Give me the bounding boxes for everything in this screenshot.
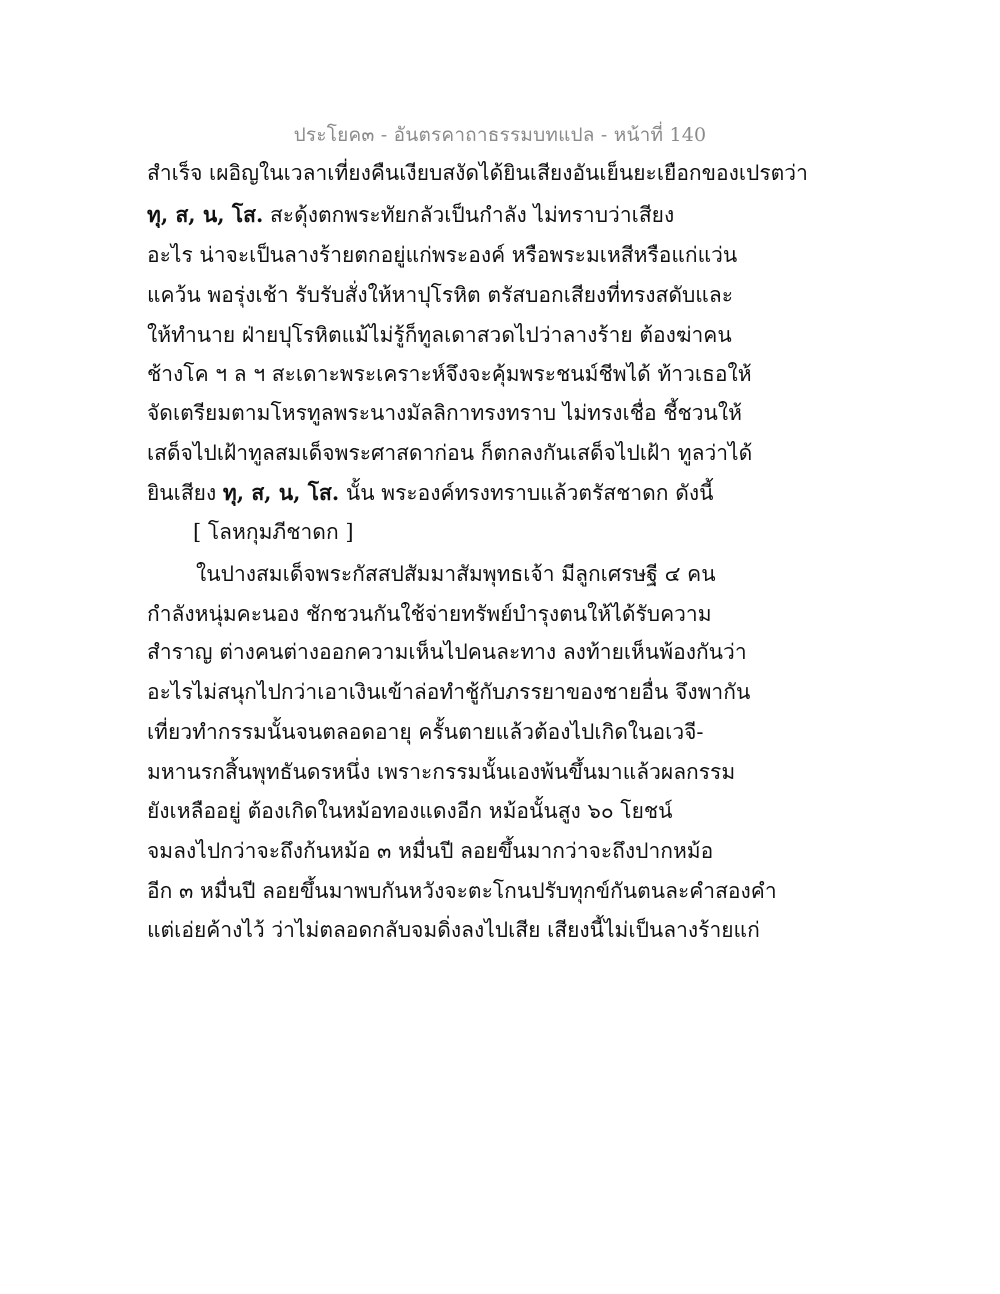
bold-syllables: ทุ, ส, น, โส. [147,202,264,227]
text-line-9-pre: ยินเสียง [147,481,223,505]
text-line-18: จมลงไปกว่าจะถึงก้นหม้อ ๓ หมื่นปี ลอยขึ้นมากว่าจะถึงปากหม้อ [147,839,714,863]
text-line-12: กำลังหนุ่มคะนอง ชักชวนกันใช้จ่ายทรัพย์บำรุงตนให้ได้รับความ [147,602,712,626]
text-line-15: เที่ยวทำกรรมนั้นจนตลอดอายุ ครั้นตายแล้วต้องไปเกิดในอเวจี- [147,720,704,744]
section-heading: [ โลหกุมภีชาดก ] [193,520,354,544]
text-line-3: อะไร น่าจะเป็นลางร้ายตกอยู่แก่พระองค์ หรือพระมเหสีหรือแก่แว่น [147,243,738,267]
text-line-14: อะไรไม่สนุกไปกว่าเอาเงินเข้าล่อทำชู้กับภรรยาของชายอื่น จึงพากัน [147,680,751,704]
text-line-19: อีก ๓ หมื่นปี ลอยขึ้นมาพบกันหวังจะตะโกนปรับทุกข์กันตนละคำสองคำ [147,879,777,903]
text-line-8: เสด็จไปเฝ้าทูลสมเด็จพระศาสดาก่อน ก็ตกลงกันเสด็จไปเฝ้า ทูลว่าได้ [147,441,753,465]
text-line-11: ในปางสมเด็จพระกัสสปสัมมาสัมพุทธเจ้า มีลูกเศรษฐี ๔ คน [196,562,716,586]
text-line-2 [147,200,674,230]
text-line-4: แคว้น พอรุ่งเช้า รับรับสั่งให้หาปุโรหิต ตรัสบอกเสียงที่ทรงสดับและ [147,283,733,307]
text-line-20: แต่เอ่ยค้างไว้ ว่าไม่ตลอดกลับจมดิ่งลงไปเสีย เสียงนี้ไม่เป็นลางร้ายแก่ [147,918,760,942]
text-line-2-rest: สะดุ้งตกพระทัยกลัวเป็นกำลัง ไม่ทราบว่าเสียง [263,203,675,227]
text-line-17: ยังเหลืออยู่ ต้องเกิดในหม้อทองแดงอีก หม้อนั้นสูง ๖๐ โยชน์ [147,799,673,823]
text-line-1: สำเร็จ เผอิญในเวลาเที่ยงคืนเงียบสงัดได้ยินเสียงอันเย็นยะเยือกของเปรตว่า [147,161,808,185]
page-header: ประโยค๓ - อันตรคาถาธรรมบทแปล - หน้าที่ 140 [293,124,707,146]
text-line-7: จัดเตรียมตามโหรทูลพระนางมัลลิกาทรงทราบ ไม่ทรงเชื่อ ชี้ชวนให้ [147,401,743,425]
text-line-6: ช้างโค ฯ ล ฯ สะเดาะพระเคราะห์จึงจะคุ้มพระชนม์ชีพได้ ท้าวเธอให้ [147,362,752,386]
bold-syllables: ทุ, ส, น, โส. [222,480,340,505]
text-line-16: มหานรกสิ้นพุทธันดรหนึ่ง เพราะกรรมนั้นเองพ้นขึ้นมาแล้วผลกรรม [147,760,736,784]
text-line-13: สำราญ ต่างคนต่างออกความเห็นไปคนละทาง ลงท้ายเห็นพ้องกันว่า [147,640,747,664]
text-line-9 [147,478,713,508]
text-line-9-rest: นั้น พระองค์ทรงทราบแล้วตรัสชาดก ดังนี้ [339,481,714,505]
text-line-5: ให้ทำนาย ฝ่ายปุโรหิตแม้ไม่รู้ก็ทูลเดาสวดไปว่าลางร้าย ต้องฆ่าคน [147,323,732,347]
